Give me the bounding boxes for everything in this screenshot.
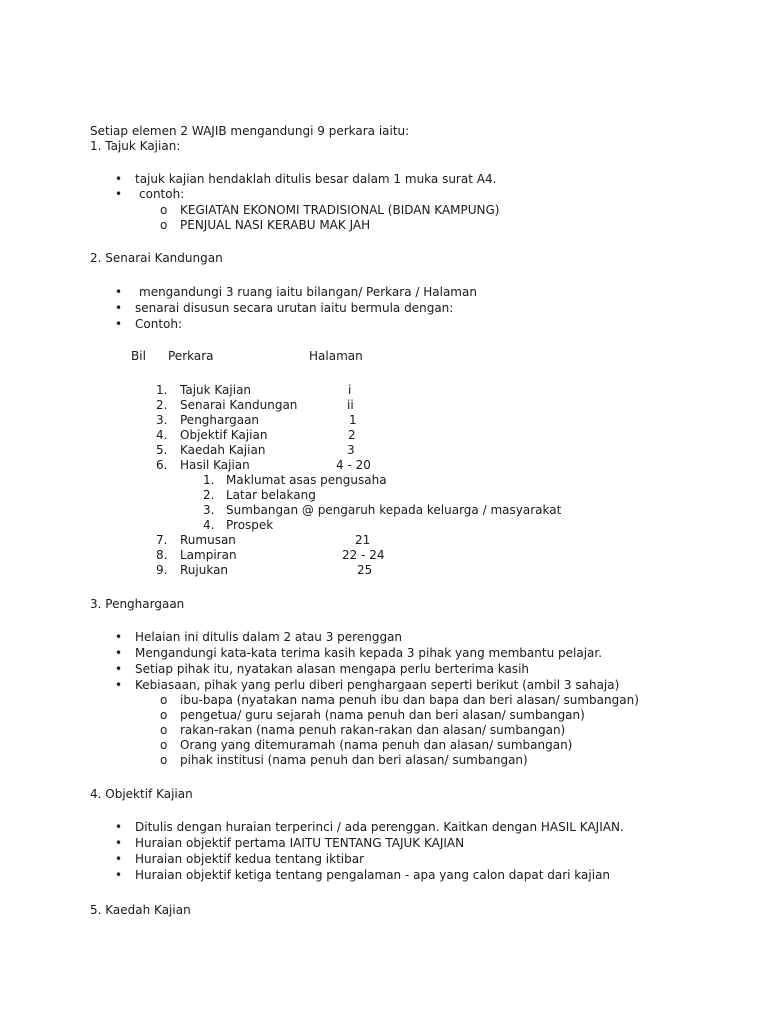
list-item-text: rakan-rakan (nama penuh rakan-rakan dan alasan/ sumbangan)	[180, 723, 566, 737]
row-number: 2.	[156, 398, 168, 412]
row-page: 21	[355, 533, 371, 547]
bullet-icon: •	[115, 836, 123, 850]
list-item-text: Huraian objektif kedua tentang iktibar	[135, 852, 365, 866]
row-page: 4 - 20	[336, 458, 371, 472]
row-page: 25	[357, 563, 373, 577]
bullet-icon: •	[115, 172, 123, 186]
row-item: Penghargaan	[180, 413, 260, 427]
bullet-icon: •	[115, 678, 123, 692]
subrow-number: 2.	[203, 488, 215, 502]
column-header-halaman: Halaman	[309, 349, 363, 363]
circle-bullet-icon: o	[160, 738, 168, 752]
column-header-bil: Bil	[131, 349, 146, 363]
subrow-item: Latar belakang	[226, 488, 316, 502]
list-item-text: tajuk kajian hendaklah ditulis besar dalam 1 muka surat A4.	[135, 172, 497, 186]
bullet-icon: •	[115, 317, 123, 331]
row-page: i	[348, 383, 352, 397]
circle-bullet-icon: o	[160, 753, 168, 767]
list-item-text: PENJUAL NASI KERABU MAK JAH	[180, 218, 371, 232]
row-number: 9.	[156, 563, 168, 577]
row-item: Senarai Kandungan	[180, 398, 298, 412]
subrow-item: Sumbangan @ pengaruh kepada keluarga / masyarakat	[226, 503, 562, 517]
list-item-text: senarai disusun secara urutan iaitu bermula dengan:	[135, 301, 454, 315]
bullet-icon: •	[115, 852, 123, 866]
section-5-heading: 5. Kaedah Kajian	[90, 903, 191, 917]
bullet-icon: •	[115, 630, 123, 644]
row-page: 3	[347, 443, 355, 457]
bullet-icon: •	[115, 820, 123, 834]
circle-bullet-icon: o	[160, 203, 168, 217]
list-item-text: contoh:	[139, 187, 185, 201]
row-number: 1.	[156, 383, 168, 397]
list-item-text: Contoh:	[135, 317, 183, 331]
intro-text: Setiap elemen 2 WAJIB mengandungi 9 perkara iaitu:	[90, 124, 410, 138]
list-item-text: Ditulis dengan huraian terperinci / ada perenggan. Kaitkan dengan HASIL KAJIAN.	[135, 820, 624, 834]
list-item-text: Helaian ini ditulis dalam 2 atau 3 perenggan	[135, 630, 403, 644]
row-page: 2	[348, 428, 356, 442]
row-number: 4.	[156, 428, 168, 442]
list-item-text: Mengandungi kata-kata terima kasih kepada 3 pihak yang membantu pelajar.	[135, 646, 603, 660]
subrow-number: 3.	[203, 503, 215, 517]
list-item-text: pengetua/ guru sejarah (nama penuh dan beri alasan/ sumbangan)	[180, 708, 585, 722]
section-3-heading: 3. Penghargaan	[90, 597, 185, 611]
subrow-item: Maklumat asas pengusaha	[226, 473, 387, 487]
row-item: Lampiran	[180, 548, 237, 562]
bullet-icon: •	[115, 646, 123, 660]
subrow-item: Prospek	[226, 518, 274, 532]
row-item: Rujukan	[180, 563, 229, 577]
section-4-heading: 4. Objektif Kajian	[90, 787, 193, 801]
section-2-heading: 2. Senarai Kandungan	[90, 251, 223, 265]
row-item: Rumusan	[180, 533, 236, 547]
row-page: 1	[349, 413, 357, 427]
bullet-icon: •	[115, 187, 123, 201]
column-header-perkara: Perkara	[168, 349, 214, 363]
bullet-icon: •	[115, 285, 123, 299]
list-item-text: mengandungi 3 ruang iaitu bilangan/ Perkara / Halaman	[139, 285, 477, 299]
bullet-icon: •	[115, 662, 123, 676]
row-item: Objektif Kajian	[180, 428, 268, 442]
bullet-icon: •	[115, 868, 123, 882]
list-item-text: Kebiasaan, pihak yang perlu diberi penghargaan seperti berikut (ambil 3 sahaja)	[135, 678, 620, 692]
circle-bullet-icon: o	[160, 723, 168, 737]
list-item-text: KEGIATAN EKONOMI TRADISIONAL (BIDAN KAMPUNG)	[180, 203, 500, 217]
row-number: 5.	[156, 443, 168, 457]
list-item-text: Orang yang ditemuramah (nama penuh dan alasan/ sumbangan)	[180, 738, 573, 752]
subrow-number: 1.	[203, 473, 215, 487]
list-item-text: Setiap pihak itu, nyatakan alasan mengapa perlu berterima kasih	[135, 662, 530, 676]
subrow-number: 4.	[203, 518, 215, 532]
list-item-text: ibu-bapa (nyatakan nama penuh ibu dan bapa dan beri alasan/ sumbangan)	[180, 693, 639, 707]
row-number: 8.	[156, 548, 168, 562]
circle-bullet-icon: o	[160, 708, 168, 722]
circle-bullet-icon: o	[160, 693, 168, 707]
row-number: 6.	[156, 458, 168, 472]
bullet-icon: •	[115, 301, 123, 315]
row-item: Hasil Kajian	[180, 458, 250, 472]
list-item-text: Huraian objektif pertama IAITU TENTANG TAJUK KAJIAN	[135, 836, 465, 850]
list-item-text: pihak institusi (nama penuh dan beri alasan/ sumbangan)	[180, 753, 528, 767]
row-item: Tajuk Kajian	[180, 383, 252, 397]
section-1-heading: 1. Tajuk Kajian:	[90, 139, 181, 153]
row-page: 22 - 24	[342, 548, 385, 562]
row-item: Kaedah Kajian	[180, 443, 266, 457]
row-number: 3.	[156, 413, 168, 427]
row-number: 7.	[156, 533, 168, 547]
list-item-text: Huraian objektif ketiga tentang pengalaman - apa yang calon dapat dari kajian	[135, 868, 611, 882]
row-page: ii	[347, 398, 354, 412]
circle-bullet-icon: o	[160, 218, 168, 232]
